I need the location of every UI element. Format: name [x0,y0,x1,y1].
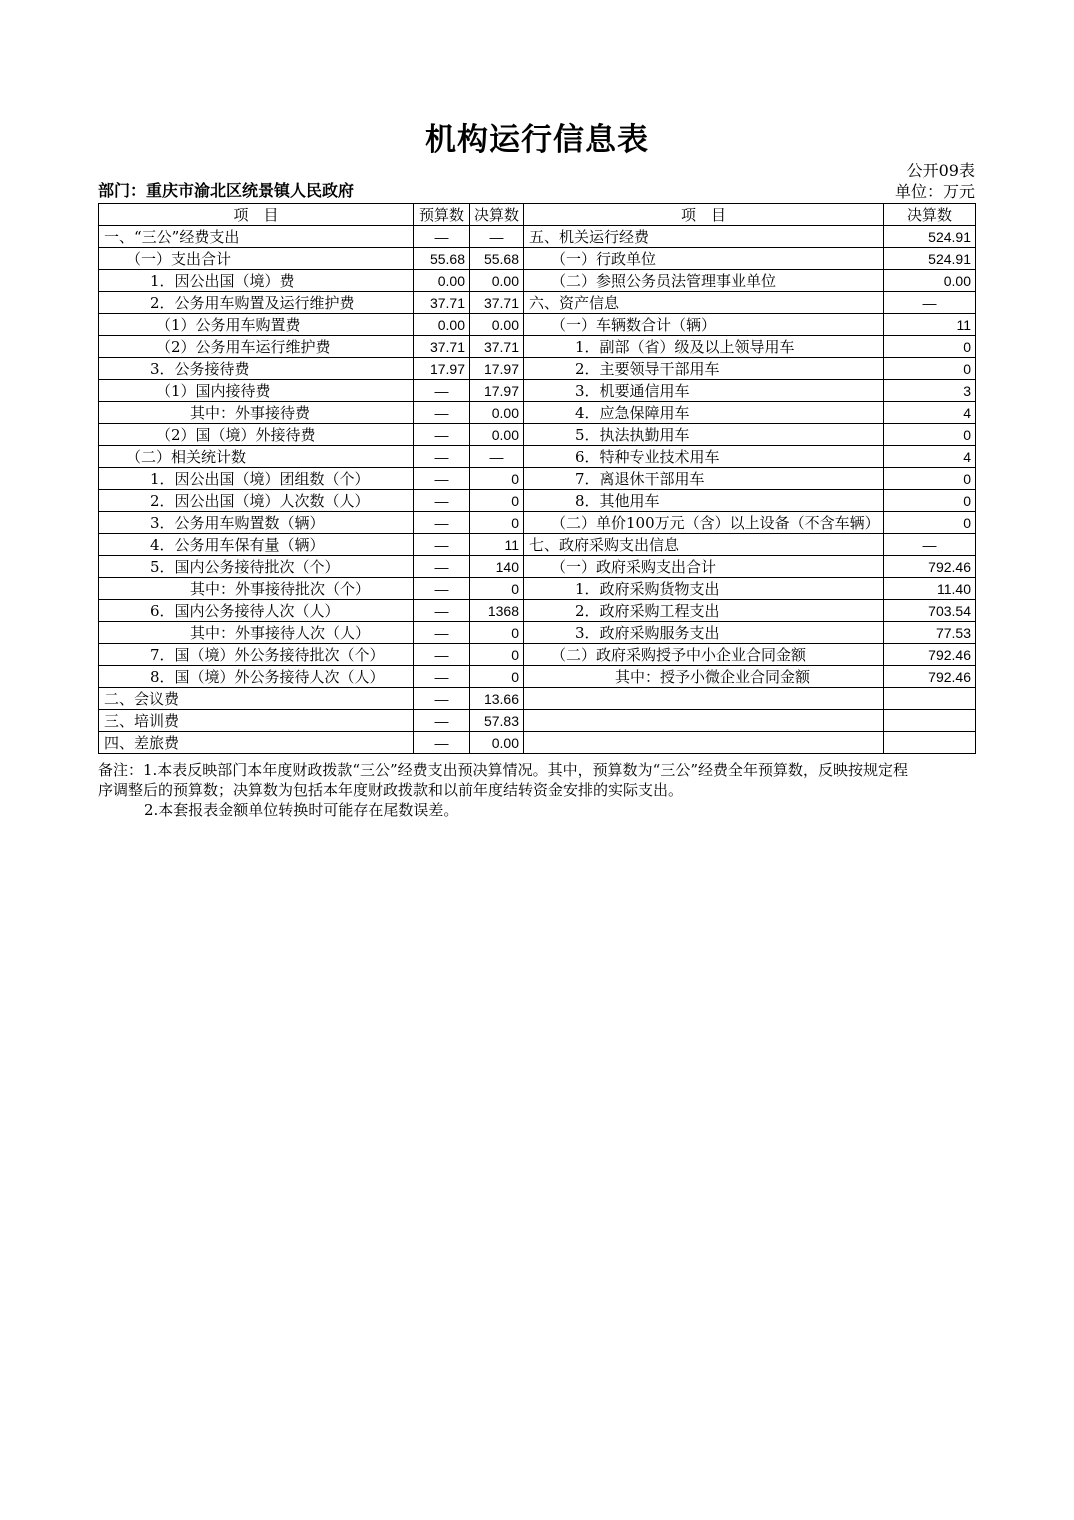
table-header-row [99,204,976,226]
final-value-right: — [884,534,976,556]
row-label-right: 2．主要领导干部用车 [524,358,884,380]
row-label-left: 4．公务用车保有量（辆） [99,534,414,556]
row-label-left: 1．因公出国（境）费 [99,270,414,292]
row-label-right: （二）单价100万元（含）以上设备（不含车辆） [524,512,884,534]
final-value-right: 0 [884,468,976,490]
header-item-left: 项 目 [99,204,414,226]
final-value-right [884,732,976,754]
row-label-right: （二）参照公务员法管理事业单位 [524,270,884,292]
final-value-right: 4 [884,402,976,424]
final-value-left: 0 [470,666,524,688]
row-label-left: 7．国（境）外公务接待批次（个） [99,644,414,666]
final-value-left: 11 [470,534,524,556]
table-row [99,688,976,710]
header-final-left: 决算数 [470,204,524,226]
table-row [99,578,976,600]
row-label-right: 1．政府采购货物支出 [524,578,884,600]
budget-value: — [414,534,470,556]
row-label-left: 2．因公出国（境）人次数（人） [99,490,414,512]
row-label-left: 二、会议费 [99,688,414,710]
table-row [99,644,976,666]
table-row [99,556,976,578]
table-row [99,600,976,622]
table-row [99,666,976,688]
note-line: 备注：1.本表反映部门本年度财政拨款“三公”经费支出预决算情况。其中，预算数为“三公”经费全年预算数，反映按规定程 [98,761,908,779]
budget-value: — [414,468,470,490]
row-label-right: 其中：授予小微企业合同金额 [524,666,884,688]
row-label-left: （2）公务用车运行维护费 [99,336,414,358]
final-value-left: 1368 [470,600,524,622]
row-label-right: 六、资产信息 [524,292,884,314]
row-label-left: （一）支出合计 [99,248,414,270]
header-final-right: 决算数 [884,204,976,226]
final-value-right: 11.40 [884,578,976,600]
row-label-left: 8．国（境）外公务接待人次（人） [99,666,414,688]
row-label-right [524,710,884,732]
final-value-right: 0.00 [884,270,976,292]
budget-value: 0.00 [414,314,470,336]
table-row [99,358,976,380]
budget-value: — [414,512,470,534]
table-row [99,512,976,534]
budget-value: 17.97 [414,358,470,380]
table-row [99,336,976,358]
row-label-left: 2．公务用车购置及运行维护费 [99,292,414,314]
form-code: 公开09表 [906,161,975,180]
row-label-left: 一、“三公”经费支出 [99,226,414,248]
table-row [99,622,976,644]
final-value-right: 792.46 [884,556,976,578]
note-line: 序调整后的预算数；决算数为包括本年度财政拨款和以前年度结转资金安排的实际支出。 [98,781,684,799]
table-row [99,380,976,402]
row-label-left: 四、差旅费 [99,732,414,754]
final-value-right: 792.46 [884,666,976,688]
row-label-left: 3．公务用车购置数（辆） [99,512,414,534]
final-value-left: 0.00 [470,314,524,336]
final-value-left: 37.71 [470,336,524,358]
row-label-right: 6．特种专业技术用车 [524,446,884,468]
row-label-left: 3．公务接待费 [99,358,414,380]
row-label-right [524,732,884,754]
budget-value: — [414,710,470,732]
table-row [99,270,976,292]
row-label-right: （一）政府采购支出合计 [524,556,884,578]
notes [98,760,978,820]
final-value-left: 0.00 [470,732,524,754]
budget-value: — [414,688,470,710]
final-value-right: 0 [884,490,976,512]
row-label-left: （2）国（境）外接待费 [99,424,414,446]
note-line: 2.本套报表金额单位转换时可能存在尾数误差。 [144,801,459,819]
budget-value: — [414,490,470,512]
final-value-left: 0.00 [470,424,524,446]
table-row [99,292,976,314]
final-value-right: 0 [884,512,976,534]
table-row [99,534,976,556]
final-value-right: 792.46 [884,644,976,666]
final-value-right: 11 [884,314,976,336]
row-label-left: （1）公务用车购置费 [99,314,414,336]
unit-label: 单位：万元 [894,182,975,201]
row-label-right: （一）车辆数合计（辆） [524,314,884,336]
table-row [99,226,976,248]
final-value-left: 57.83 [470,710,524,732]
row-label-left: （1）国内接待费 [99,380,414,402]
final-value-left: 13.66 [470,688,524,710]
final-value-right [884,710,976,732]
table-row [99,314,976,336]
table-row [99,248,976,270]
row-label-left: 其中：外事接待费 [99,402,414,424]
row-label-left: 1．因公出国（境）团组数（个） [99,468,414,490]
table-row [99,402,976,424]
final-value-left: 37.71 [470,292,524,314]
budget-value: — [414,732,470,754]
final-value-right: 0 [884,336,976,358]
page-title: 机构运行信息表 [425,122,649,158]
row-label-right: （一）行政单位 [524,248,884,270]
final-value-right: — [884,292,976,314]
row-label-right: 5．执法执勤用车 [524,424,884,446]
row-label-right [524,688,884,710]
final-value-left: 55.68 [470,248,524,270]
final-value-left: — [470,446,524,468]
final-value-right [884,688,976,710]
final-value-right: 0 [884,424,976,446]
row-label-right: 五、机关运行经费 [524,226,884,248]
budget-value: — [414,644,470,666]
table-row [99,468,976,490]
budget-value: — [414,666,470,688]
budget-value: — [414,226,470,248]
final-value-left: 0 [470,490,524,512]
row-label-left: （二）相关统计数 [99,446,414,468]
final-value-left: 0 [470,512,524,534]
info-table [98,203,976,754]
meta-row [98,181,975,202]
budget-value: — [414,424,470,446]
row-label-right: 3．机要通信用车 [524,380,884,402]
table-row [99,732,976,754]
row-label-right: 7．离退休干部用车 [524,468,884,490]
table-row [99,710,976,732]
row-label-right: （二）政府采购授予中小企业合同金额 [524,644,884,666]
row-label-left: 三、培训费 [99,710,414,732]
budget-value: — [414,402,470,424]
table-row [99,424,976,446]
budget-value: — [414,556,470,578]
row-label-left: 其中：外事接待批次（个） [99,578,414,600]
row-label-right: 2．政府采购工程支出 [524,600,884,622]
table-row [99,446,976,468]
budget-value: — [414,622,470,644]
budget-value: — [414,600,470,622]
budget-value: — [414,578,470,600]
final-value-right: 4 [884,446,976,468]
budget-value: 55.68 [414,248,470,270]
row-label-left: 其中：外事接待人次（人） [99,622,414,644]
final-value-left: 140 [470,556,524,578]
row-label-right: 七、政府采购支出信息 [524,534,884,556]
final-value-right: 524.91 [884,248,976,270]
row-label-right: 4．应急保障用车 [524,402,884,424]
budget-value: 37.71 [414,336,470,358]
row-label-left: 5．国内公务接待批次（个） [99,556,414,578]
final-value-left: — [470,226,524,248]
final-value-right: 77.53 [884,622,976,644]
department-label: 部门：重庆市渝北区统景镇人民政府 [98,183,355,200]
header-budget: 预算数 [414,204,470,226]
final-value-left: 0 [470,622,524,644]
row-label-right: 3．政府采购服务支出 [524,622,884,644]
row-label-right: 8．其他用车 [524,490,884,512]
final-value-left: 0 [470,578,524,600]
budget-value: 37.71 [414,292,470,314]
budget-value: — [414,446,470,468]
final-value-right: 524.91 [884,226,976,248]
budget-value: 0.00 [414,270,470,292]
content-area [98,161,975,820]
final-value-left: 17.97 [470,380,524,402]
table-row [99,490,976,512]
final-value-left: 17.97 [470,358,524,380]
final-value-left: 0 [470,468,524,490]
header-item-right: 项 目 [524,204,884,226]
final-value-left: 0.00 [470,270,524,292]
final-value-right: 703.54 [884,600,976,622]
budget-value: — [414,380,470,402]
final-value-right: 3 [884,380,976,402]
final-value-right: 0 [884,358,976,380]
final-value-left: 0 [470,644,524,666]
row-label-left: 6．国内公务接待人次（人） [99,600,414,622]
row-label-right: 1．副部（省）级及以上领导用车 [524,336,884,358]
final-value-left: 0.00 [470,402,524,424]
